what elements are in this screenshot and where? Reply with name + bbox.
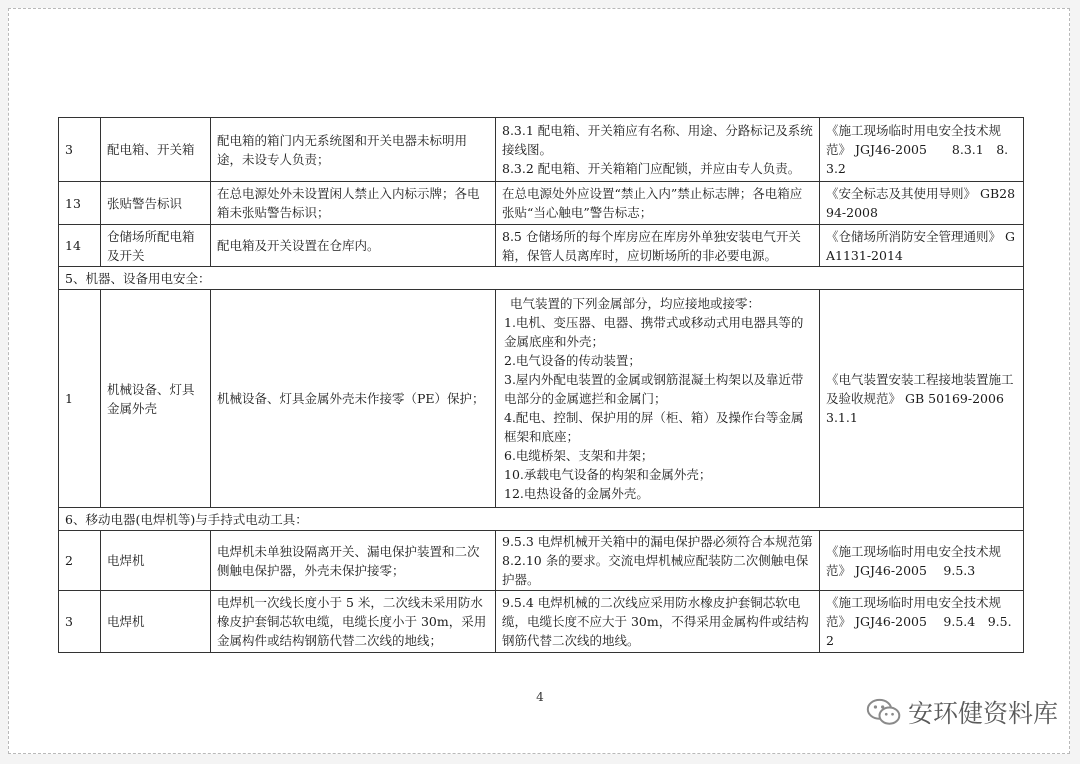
check-item: 配电箱、开关箱 (101, 118, 211, 182)
standard-reference: 《施工现场临时用电安全技术规范》 JGJ46-2005 8.3.1 8.3.2 (820, 118, 1024, 182)
requirement-line: 12.电热设备的金属外壳。 (504, 486, 649, 501)
section-title: 5、机器、设备用电安全： (59, 267, 1024, 290)
requirement-text: 在总电源处外应设置“禁止入内”禁止标志牌；各电箱应张贴“当心触电”警告标志； (496, 182, 820, 225)
requirement-text: 8.3.1 配电箱、开关箱应有名称、用途、分路标记及系统接线图。 8.3.2 配电箱、开关箱箱门应配锁，并应由专人负责。 (496, 118, 820, 182)
standard-reference: 《施工现场临时用电安全技术规范》 JGJ46-2005 9.5.3 (820, 531, 1024, 591)
table-row (59, 118, 1024, 182)
safety-inspection-table (58, 117, 1024, 653)
section-header-row (59, 508, 1024, 531)
row-number: 1 (59, 290, 101, 508)
requirement-line: 6.电缆桥架、支架和井架； (504, 448, 654, 463)
watermark-text: 安环健资料库 (907, 699, 1058, 728)
wechat-icon (866, 697, 902, 727)
watermark (866, 694, 1058, 730)
document-page (8, 8, 1070, 754)
requirement-line: 3.屋内外配电装置的金属或钢筋混凝土构架以及靠近带电部分的金属遮拦和金属门； (504, 372, 804, 406)
requirement-text: 9.5.3 电焊机械开关箱中的漏电保护器必须符合本规范第 8.2.10 条的要求。交流电焊机械应配装防二次侧触电保护器。 (496, 531, 820, 591)
row-number: 2 (59, 531, 101, 591)
check-item: 仓储场所配电箱及开关 (101, 225, 211, 267)
problem-description: 电焊机未单独设隔离开关、漏电保护装置和二次侧触电保护器，外壳未保护接零； (211, 531, 496, 591)
row-number: 3 (59, 118, 101, 182)
standard-reference: 《电气装置安装工程接地装置施工及验收规范》 GB 50169-2006 3.1.1 (820, 290, 1024, 508)
table-row (59, 531, 1024, 591)
check-item: 机械设备、灯具金属外壳 (101, 290, 211, 508)
problem-description: 电焊机一次线长度小于 5 米，二次线未采用防水橡皮护套铜芯软电缆，电缆长度小于 30m，采用金属构件或结构钢筋代替二次线的地线； (211, 591, 496, 653)
check-item: 电焊机 (101, 531, 211, 591)
row-number: 3 (59, 591, 101, 653)
problem-description: 机械设备、灯具金属外壳未作接零（PE）保护； (211, 290, 496, 508)
requirement-line: 4.配电、控制、保护用的屏（柜、箱）及操作台等金属框架和底座； (504, 410, 804, 444)
requirement-line: 电气装置的下列金属部分，均应接地或接零： (510, 296, 761, 311)
requirement-line: 10.承载电气设备的构架和金属外壳； (504, 467, 712, 482)
section-header-row (59, 267, 1024, 290)
requirement-line: 2.电气设备的传动装置； (504, 353, 641, 368)
problem-description: 配电箱及开关设置在仓库内。 (211, 225, 496, 267)
problem-description: 在总电源处外未设置闲人禁止入内标示牌；各电箱未张贴警告标识； (211, 182, 496, 225)
row-number: 13 (59, 182, 101, 225)
standard-reference: 《安全标志及其使用导则》 GB2894-2008 (820, 182, 1024, 225)
section-title: 6、移动电器(电焊机等)与手持式电动工具： (59, 508, 1024, 531)
requirement-text: 9.5.4 电焊机械的二次线应采用防水橡皮护套铜芯软电缆，电缆长度不应大于 30m，不得采用金属构件或结构钢筋代替二次线的地线。 (496, 591, 820, 653)
requirement-text (496, 290, 820, 508)
standard-reference: 《施工现场临时用电安全技术规范》 JGJ46-2005 9.5.4 9.5.2 (820, 591, 1024, 653)
page-number: 4 (536, 690, 544, 704)
requirement-line: 1.电机、变压器、电器、携带式或移动式用电器具等的金属底座和外壳； (504, 315, 804, 349)
requirement-text: 8.5 仓储场所的每个库房应在库房外单独安装电气开关箱，保管人员离库时，应切断场所的非必要电源。 (496, 225, 820, 267)
table-row (59, 225, 1024, 267)
table-row (59, 591, 1024, 653)
check-item: 张贴警告标识 (101, 182, 211, 225)
standard-reference: 《仓储场所消防安全管理通则》 GA1131-2014 (820, 225, 1024, 267)
row-number: 14 (59, 225, 101, 267)
table-row (59, 290, 1024, 508)
check-item: 电焊机 (101, 591, 211, 653)
table-row (59, 182, 1024, 225)
problem-description: 配电箱的箱门内无系统图和开关电器未标明用途，未设专人负责； (211, 118, 496, 182)
